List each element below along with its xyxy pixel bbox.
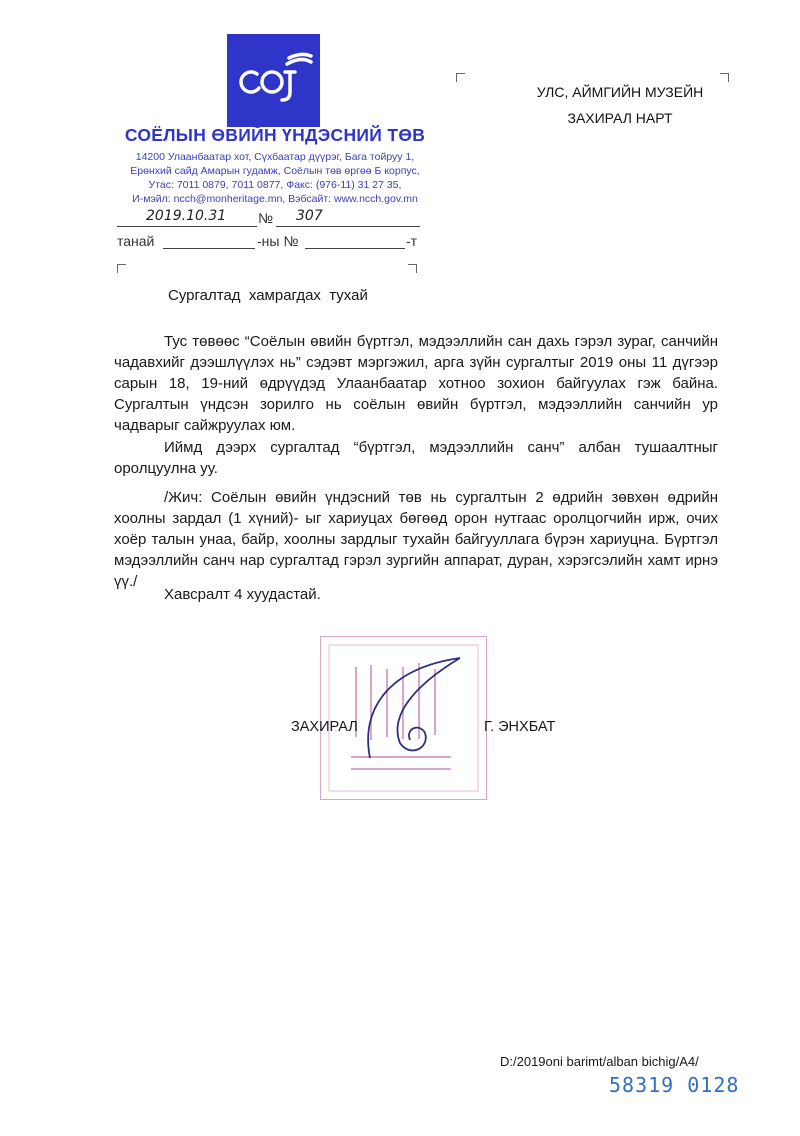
reply-date-underline xyxy=(163,248,255,249)
signatory-name: Г. ЭНХБАТ xyxy=(484,719,556,735)
reply-number-underline xyxy=(305,248,405,249)
body-paragraph: /Жич: Соёлын өвийн үндэсний төв нь сургалтын 2 өдрийн зөвхөн өдрийн хоолны зардал (1 хүний)- ыг хариуцах бөгөөд орон нутгаас оролцогчийн ирж, очих хоёр талын унаа, байр, хоолны зардлыг тухайн байгууллага бүрэн хариуцна. Бүртгэл мэдээллийн санч нар сургалтад гэрэл зургийн аппарат, дуран, хэрэгсэлийн хамт ирнэ үү./ xyxy=(114,489,718,590)
organization-logo xyxy=(227,34,320,127)
address-line: 14200 Улаанбаатар хот, Сүхбаатар дүүрэг, Бага тойруу 1, xyxy=(135,151,415,163)
organization-name: СОЁЛЫН ӨВИЙН ҮНДЭСНИЙ ТӨВ xyxy=(124,125,426,145)
corner-mark xyxy=(720,73,729,82)
date-underline xyxy=(117,226,257,227)
recipient-line-1: УЛС, АЙМГИЙН МУЗЕЙН xyxy=(536,84,704,100)
reply-prefix: танай xyxy=(117,233,155,249)
contact-line: Утас: 7011 0879, 7011 0877, Факс: (976-11) 31 27 35, xyxy=(148,179,402,191)
recipient-line-2: ЗАХИРАЛ НАРТ xyxy=(567,110,673,126)
registration-number: 58319 0128 xyxy=(609,1073,740,1097)
address-line: Ерөнхий сайд Амарын гудамж, Соёлын төв өргөө Б корпус, xyxy=(130,165,420,177)
body-paragraph: Тус төвөөс “Соёлын өвийн бүртгэл, мэдээллийн сан дахь гэрэл зураг, санчийн чадавхийг дээшлүүлэх нь” сэдэвт мэргэжил, арга зүйн сургалтыг 2019 оны 11 дүгээр сарын 18, 19-ний өдрүүдэд Улаанбаатар хотноо зохион байгуулах гэж байна. Сургалтын үндсэн зорилго нь соёлын өвийн бүртгэл, мэдээллийн санчийн ур чадварыг сайжруулах юм. xyxy=(114,333,718,434)
reply-suffix: -т xyxy=(406,233,418,249)
number-sign: № xyxy=(258,210,274,226)
signatory-title: ЗАХИРАЛ xyxy=(291,719,358,735)
file-path: D:/2019oni barimt/alban bichig/A4/ xyxy=(500,1054,699,1069)
reply-number-label: -ны № xyxy=(257,233,299,249)
contact-line: И-мэйл: ncch@monheritage.mn, Вэбсайт: www.ncch.gov.mn xyxy=(132,193,418,205)
corner-mark xyxy=(117,264,126,273)
corner-mark xyxy=(408,264,417,273)
body-paragraph: Хавсралт 4 хуудастай. xyxy=(164,586,321,603)
number-underline xyxy=(276,226,420,227)
signature-scribble-icon xyxy=(350,648,490,768)
corner-mark xyxy=(456,73,465,82)
letter-subject: Сургалтад хамрагдах тухай xyxy=(168,287,368,304)
body-paragraph: Иймд дээрх сургалтад “бүртгэл, мэдээллийн санч” албан тушаалтныг оролцуулна уу. xyxy=(114,439,718,477)
logo-emblem-icon xyxy=(227,34,320,127)
number-handwritten: 307 xyxy=(296,208,323,224)
date-handwritten: 2019.10.31 xyxy=(146,208,227,224)
